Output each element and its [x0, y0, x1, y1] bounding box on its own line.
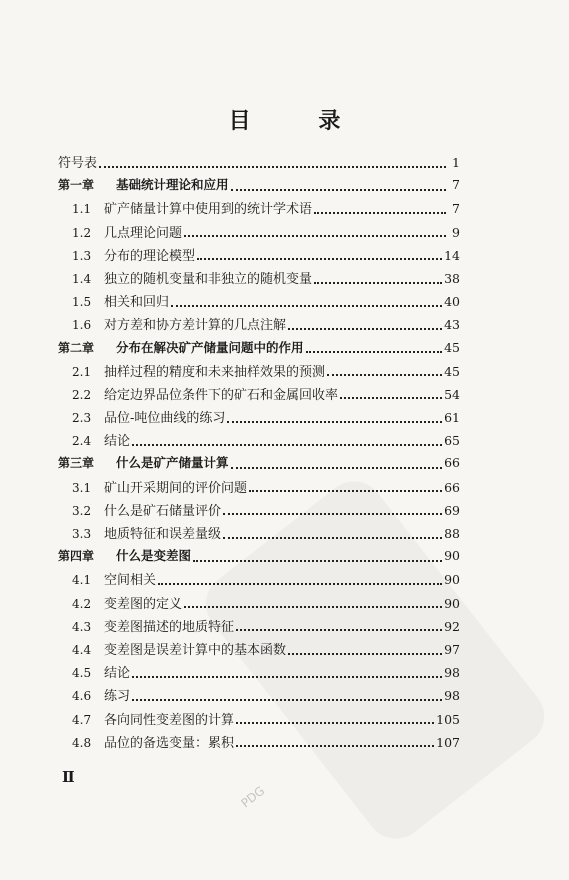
toc-title: 什么是矿石储量评价 [104, 503, 222, 519]
toc-leader-dots [288, 653, 442, 655]
toc-number: 第一章 [58, 178, 95, 193]
toc-leader-dots [236, 629, 442, 631]
page-marker: Ⅱ [62, 768, 75, 786]
toc-page-number: 105 [436, 711, 460, 727]
toc-leader-dots [171, 305, 442, 307]
toc-page-number: 14 [444, 247, 460, 263]
toc-row[interactable] [58, 569, 460, 592]
toc-row[interactable] [58, 593, 460, 616]
toc-row[interactable] [58, 314, 460, 337]
toc-page-number: 9 [452, 224, 460, 240]
toc-row[interactable] [58, 685, 460, 708]
toc-title: 练习 [104, 689, 131, 705]
toc-chapter-row[interactable] [58, 546, 460, 569]
watermark-text: PDG [238, 783, 268, 811]
toc-page-number: 92 [444, 618, 460, 634]
toc-number: 4.4 [72, 642, 92, 657]
toc-number: 4.1 [72, 573, 92, 588]
toc-page-number: 45 [444, 363, 460, 379]
toc-leader-dots [193, 560, 442, 562]
toc-page-number: 7 [452, 201, 460, 217]
toc-leader-dots [236, 745, 434, 747]
toc-leader-dots [236, 722, 434, 724]
toc-page-number: 7 [452, 177, 460, 193]
toc-page-number: 66 [444, 479, 460, 495]
toc-page-number: 54 [444, 386, 460, 402]
toc-number: 1.2 [72, 225, 92, 240]
toc-row[interactable] [58, 639, 460, 662]
toc-row[interactable] [58, 361, 460, 384]
toc-row[interactable] [58, 245, 460, 268]
toc-page-number: 61 [444, 410, 460, 426]
toc-number: 第二章 [58, 340, 95, 355]
toc-leader-dots [227, 421, 442, 423]
toc-number: 第四章 [58, 549, 95, 564]
toc-number: 1.4 [72, 271, 92, 286]
toc-number: 2.1 [72, 364, 92, 379]
toc-row[interactable] [58, 198, 460, 221]
toc-leader-dots [132, 676, 442, 678]
toc-leader-dots [288, 328, 442, 330]
toc-title: 什么是矿产储量计算 [116, 455, 229, 471]
toc-title: 变差图的定义 [104, 596, 183, 612]
toc-leader-dots [99, 166, 446, 168]
toc-number: 3.1 [72, 480, 92, 495]
toc-leader-dots [184, 606, 442, 608]
toc-number: 4.5 [72, 666, 92, 681]
toc-leader-dots [306, 351, 443, 353]
toc-number: 1.6 [72, 318, 92, 333]
toc-title: 地质特征和误差量级 [104, 527, 222, 542]
toc-chapter-row[interactable] [58, 338, 460, 361]
toc-title: 变差图描述的地质特征 [104, 619, 235, 635]
toc-page-number: 66 [444, 455, 460, 471]
toc-row[interactable] [58, 500, 460, 523]
toc-title: 几点理论问题 [104, 225, 183, 241]
toc-page-number: 69 [444, 502, 460, 518]
toc-title: 给定边界品位条件下的矿石和金属回收率 [104, 387, 339, 403]
toc-leader-dots [223, 513, 442, 515]
toc-number: 2.2 [72, 387, 92, 402]
toc-number: 3.2 [72, 503, 92, 518]
toc-page-number: 107 [436, 734, 460, 750]
toc-number: 1.5 [72, 295, 92, 310]
toc-title: 品位-吨位曲线的练习 [104, 411, 226, 427]
toc-row[interactable] [58, 477, 460, 500]
toc-number: 4.2 [72, 596, 92, 611]
toc-page-number: 1 [452, 155, 460, 170]
toc-row[interactable] [58, 384, 460, 407]
table-of-contents [58, 152, 460, 755]
toc-page-number: 98 [444, 688, 460, 704]
toc-leader-dots [132, 444, 442, 446]
toc-page-number: 40 [444, 294, 460, 310]
toc-page-number: 90 [444, 595, 460, 611]
toc-row[interactable] [58, 616, 460, 639]
toc-title: 变差图是误差计算中的基本函数 [104, 642, 287, 658]
toc-leader-dots [158, 583, 442, 585]
toc-row[interactable] [58, 732, 460, 755]
toc-number: 4.8 [72, 735, 92, 750]
toc-page-number: 45 [444, 339, 460, 355]
toc-leader-dots [327, 374, 442, 376]
toc-title: 分布的理论模型 [104, 248, 196, 264]
toc-number: 4.6 [72, 689, 92, 704]
toc-title: 基础统计理论和应用 [116, 177, 229, 193]
toc-page-number: 98 [444, 665, 460, 681]
toc-row[interactable] [58, 268, 460, 291]
toc-number: 2.3 [72, 411, 92, 426]
toc-page-number: 88 [444, 526, 460, 541]
toc-number: 第三章 [58, 456, 95, 471]
toc-title: 各向同性变差图的计算 [104, 712, 235, 728]
toc-title: 对方差和协方差计算的几点注解 [104, 318, 287, 334]
toc-page-number: 97 [444, 641, 460, 657]
toc-row[interactable] [58, 222, 460, 245]
toc-chapter-row[interactable] [58, 453, 460, 476]
toc-row[interactable] [58, 709, 460, 732]
toc-title: 什么是变差图 [116, 548, 192, 564]
toc-title: 独立的随机变量和非独立的随机变量 [104, 271, 313, 287]
toc-chapter-row[interactable] [58, 175, 460, 198]
toc-number: 4.7 [72, 712, 92, 727]
toc-row[interactable] [58, 430, 460, 453]
toc-row[interactable] [58, 152, 460, 175]
toc-title: 结论 [104, 666, 131, 682]
toc-leader-dots [197, 258, 442, 260]
toc-title: 符号表 [58, 156, 98, 171]
toc-leader-dots [340, 397, 442, 399]
toc-leader-dots [223, 537, 442, 539]
toc-number: 1.1 [72, 202, 92, 217]
toc-title: 矿产储量计算中使用到的统计学术语 [104, 202, 313, 218]
toc-leader-dots [184, 235, 446, 237]
toc-page-number: 38 [444, 270, 460, 286]
toc-title: 结论 [104, 434, 131, 450]
toc-leader-dots [132, 699, 442, 701]
toc-leader-dots [249, 490, 442, 492]
toc-leader-dots [231, 189, 446, 191]
toc-number: 3.3 [72, 527, 92, 541]
toc-title: 抽样过程的精度和未来抽样效果的预测 [104, 364, 326, 380]
toc-number: 1.3 [72, 248, 92, 263]
toc-title: 相关和回归 [104, 295, 170, 311]
toc-page-number: 65 [444, 433, 460, 449]
page-title: 目 录 [228, 109, 371, 134]
toc-row[interactable] [58, 523, 460, 546]
toc-leader-dots [231, 467, 443, 469]
toc-number: 4.3 [72, 619, 92, 634]
toc-page-number: 90 [444, 548, 460, 564]
toc-title: 品位的备选变量：累积 [104, 735, 235, 751]
toc-page-number: 90 [444, 572, 460, 588]
toc-title: 矿山开采期间的评价问题 [104, 480, 248, 496]
toc-leader-dots [314, 212, 446, 214]
toc-page-number: 43 [444, 317, 460, 333]
toc-leader-dots [314, 282, 442, 284]
toc-number: 2.4 [72, 434, 92, 449]
toc-row[interactable] [58, 407, 460, 430]
toc-row[interactable] [58, 291, 460, 314]
toc-title: 分布在解决矿产储量问题中的作用 [116, 339, 304, 355]
toc-title: 空间相关 [104, 573, 157, 589]
toc-row[interactable] [58, 662, 460, 685]
